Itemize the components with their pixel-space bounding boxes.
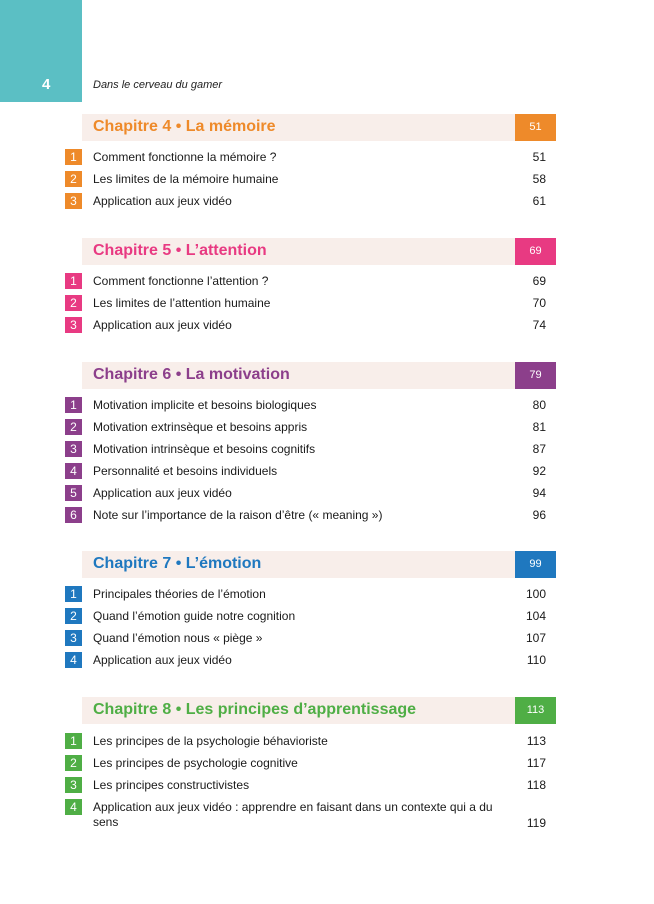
chapter-title-bar [82,697,556,724]
section-title: Les principes de la psychologie béhavioriste [93,734,328,748]
section-entry [0,507,654,525]
section-number-badge: 3 [65,777,82,793]
chapter-title: Chapitre 4 • La mémoire [93,118,276,135]
section-page-number: 94 [532,486,546,500]
section-entry [0,149,654,167]
section-entry [0,733,654,751]
running-title: Dans le cerveau du gamer [93,79,223,91]
section-title: Comment fonctionne la mémoire ? [93,150,277,164]
section-title: Application aux jeux vidéo [93,486,232,500]
section-page-number: 110 [526,653,546,667]
section-entry [0,171,654,189]
section-number-badge: 3 [65,193,82,209]
section-entry [0,295,654,313]
section-entry [0,799,654,830]
section-page-number: 92 [532,464,546,478]
section-page-number: 51 [532,150,546,164]
section-number-badge: 4 [65,652,82,668]
chapter-title: Chapitre 5 • L’attention [93,242,267,259]
chapter-title-bar [82,362,556,389]
section-title: Application aux jeux vidéo [93,318,232,332]
section-title: Note sur l’importance de la raison d’être (« meaning ») [93,508,383,522]
chapter-title: Chapitre 8 • Les principes d’apprentissage [93,701,417,718]
section-entry [0,317,654,335]
section-number-badge: 4 [65,799,82,815]
section-page-number: 104 [525,609,546,623]
section-number-badge: 2 [65,608,82,624]
chapter-page-number: 69 [515,238,556,265]
section-page-number: 61 [532,194,546,208]
chapter-title-bar [82,114,556,141]
section-page-number: 119 [526,816,546,830]
page-number: 4 [42,76,51,93]
chapter-page-number: 79 [515,362,556,389]
section-title: Application aux jeux vidéo [93,653,232,667]
section-title: Application aux jeux vidéo : apprendre en faisant dans un contexte qui a du sens [93,800,493,829]
chapter-page-number: 51 [515,114,556,141]
section-number-badge: 5 [65,485,82,501]
section-entry [0,630,654,648]
chapter-title: Chapitre 6 • La motivation [93,366,290,383]
chapter-title: Chapitre 7 • L’émotion [93,555,262,572]
section-entry [0,777,654,795]
section-entry [0,193,654,211]
section-number-badge: 2 [65,755,82,771]
section-page-number: 58 [532,172,546,186]
section-page-number: 117 [526,756,546,770]
section-title: Motivation intrinsèque et besoins cognitifs [93,442,316,456]
section-entry [0,273,654,291]
section-title: Les principes de psychologie cognitive [93,756,298,770]
chapter-page-number: 99 [515,551,556,578]
section-number-badge: 2 [65,295,82,311]
page-number-tab [0,0,82,102]
section-page-number: 81 [532,420,546,434]
section-number-badge: 1 [65,273,82,289]
section-entry [0,652,654,670]
section-page-number: 100 [525,587,546,601]
section-number-badge: 2 [65,419,82,435]
section-entry [0,608,654,626]
section-page-number: 107 [525,631,546,645]
section-number-badge: 2 [65,171,82,187]
section-title: Les limites de l’attention humaine [93,296,271,310]
section-page-number: 74 [532,318,546,332]
section-title: Quand l’émotion guide notre cognition [93,609,296,623]
section-title: Les principes constructivistes [93,778,250,792]
section-entry [0,419,654,437]
section-title: Application aux jeux vidéo [93,194,232,208]
section-page-number: 96 [532,508,546,522]
section-page-number: 113 [526,734,546,748]
section-number-badge: 1 [65,733,82,749]
section-title: Personnalité et besoins individuels [93,464,278,478]
section-page-number: 118 [526,778,546,792]
section-entry [0,586,654,604]
section-entry [0,441,654,459]
section-entry [0,463,654,481]
section-page-number: 87 [532,442,546,456]
section-page-number: 70 [532,296,546,310]
chapter-title-bar [82,238,556,265]
chapter-title-bar [82,551,556,578]
section-number-badge: 6 [65,507,82,523]
section-number-badge: 3 [65,441,82,457]
section-number-badge: 1 [65,586,82,602]
section-number-badge: 3 [65,630,82,646]
section-page-number: 80 [532,398,546,412]
section-number-badge: 1 [65,397,82,413]
section-page-number: 69 [532,274,546,288]
section-entry [0,485,654,503]
section-number-badge: 4 [65,463,82,479]
section-entry [0,397,654,415]
section-entry [0,755,654,773]
section-title: Principales théories de l’émotion [93,587,266,601]
section-number-badge: 3 [65,317,82,333]
section-title: Quand l’émotion nous « piège » [93,631,263,645]
section-title: Motivation implicite et besoins biologiques [93,398,317,412]
section-title: Les limites de la mémoire humaine [93,172,279,186]
section-title: Comment fonctionne l’attention ? [93,274,269,288]
section-number-badge: 1 [65,149,82,165]
section-title: Motivation extrinsèque et besoins appris [93,420,308,434]
chapter-page-number: 113 [515,697,556,724]
